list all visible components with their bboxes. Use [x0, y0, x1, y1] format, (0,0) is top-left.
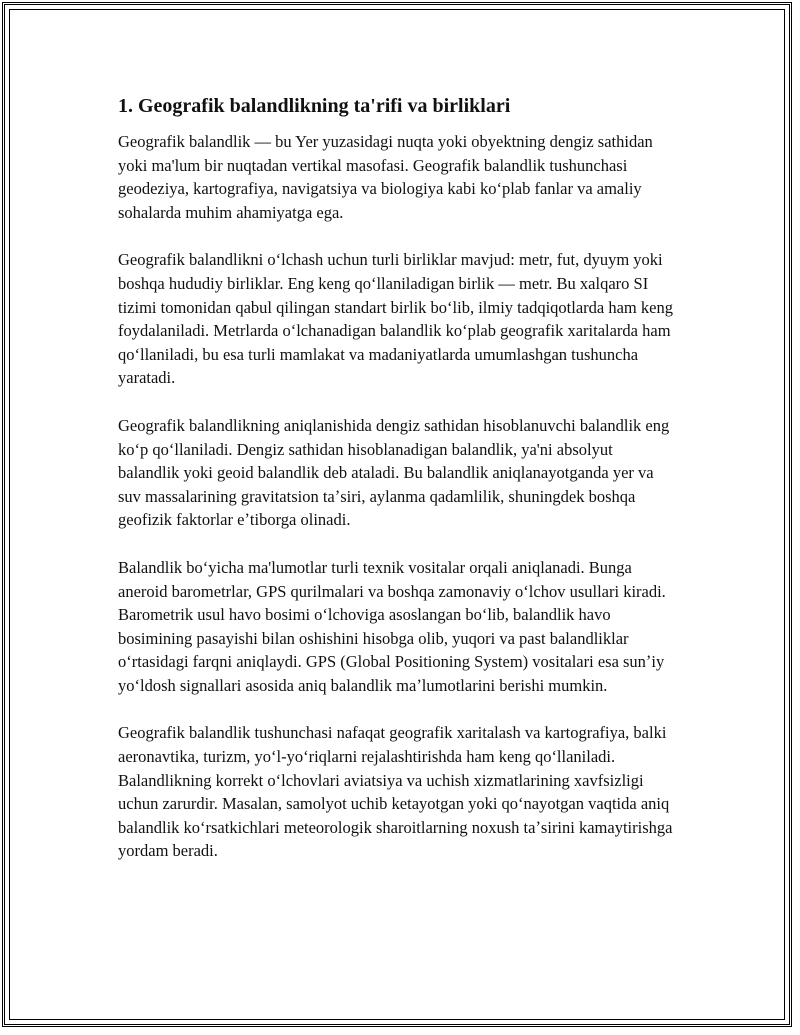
paragraph-units: Geografik balandlikni oʻlchash uchun turli birliklar mavjud: metr, fut, dyuym yoki boshqa hududiy birliklar. Eng keng qoʻllaniladigan birlik — metr. Bu xalqaro SI tizimi tomonidan qabul qilingan standart birlik boʻlib, ilmiy tadqiqotlarda ham keng foydalaniladi. Metrlarda oʻlchanadigan balandlik koʻplab geografik xaritalarda ham qoʻllaniladi, bu esa turli mamlakat va madaniyatlarda umumlashgan tushuncha yaratadi.: [118, 250, 673, 388]
paragraph-definition: Geografik balandlik — bu Yer yuzasidagi nuqta yoki obyektning dengiz sathidan yoki ma'lum bir nuqtadan vertikal masofasi. Geografik balandlik tushunchasi geodeziya, kartografiya, navigatsiya va biologiya kabi koʻplab fanlar va amaliy sohalarda muhim ahamiyatga ega.: [118, 132, 653, 222]
paragraph-sea-level: Geografik balandlikning aniqlanishida dengiz sathidan hisoblanuvchi balandlik eng koʻp qoʻllaniladi. Dengiz sathidan hisoblanadigan balandlik, ya'ni absolyut balandlik yoki geoid balandlik deb ataladi. Bu balandlik aniqlanayotganda yer va suv massalarining gravitatsion taʼsiri, aylanma qadamlilik, shuningdek boshqa geofizik faktorlar eʼtiborga olinadi.: [118, 415, 670, 530]
section-heading: 1. Geografik balandlikning ta'rifi va birliklari: [118, 95, 511, 117]
paragraph-applications: Geografik balandlik tushunchasi nafaqat geografik xaritalash va kartografiya, balki aeronavtika, turizm, yoʻl-yoʻriqlarni rejalashtirishda ham keng qoʻllaniladi. Balandlikning korrekt oʻlchovlari aviatsiya va uchish xizmatlarining xavfsizligi uchun zarurdir. Masalan, samolyot uchib ketayotgan yoki qoʻnayotgan vaqtida aniq balandlik koʻrsatkichlari meteorologik sharoitlarning noxush taʼsirini kamaytirishga yordam beradi.: [118, 723, 673, 861]
paragraph-measurement-tools: Balandlik boʻyicha ma'lumotlar turli texnik vositalar orqali aniqlanadi. Bunga aneroid barometrlar, GPS qurilmalari va boshqa zamonaviy oʻlchov usullari kiradi. Barometrik usul havo bosimi oʻlchoviga asoslangan boʻlib, balandlik havo bosimining pasayishi bilan oshishini hisobga olib, yuqori va past balandliklar oʻrtasidagi farqni aniqlaydi. GPS (Global Positioning System) vositalari esa sunʼiy yoʻldosh signallari asosida aniq balandlik maʼlumotlarini berishi mumkin.: [118, 557, 666, 695]
document-body: [118, 92, 678, 887]
